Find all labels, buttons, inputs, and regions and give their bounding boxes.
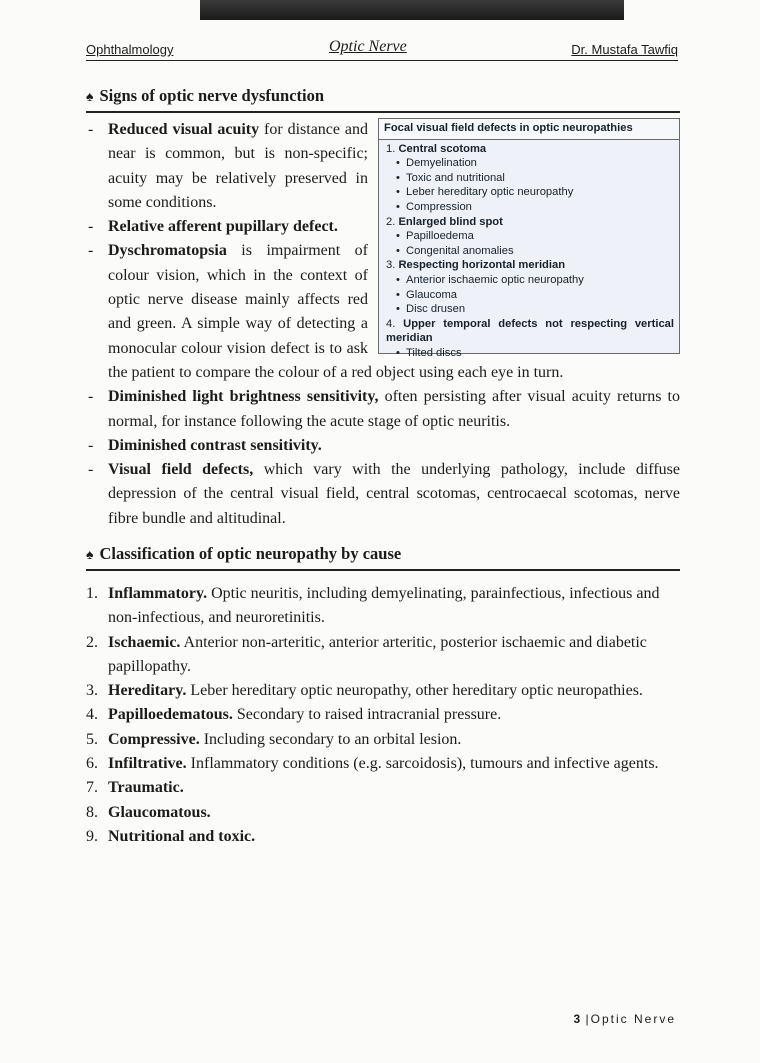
box-item: • Disc drusen — [386, 302, 674, 317]
box-item: • Demyelination — [386, 156, 674, 171]
sign-text: which vary with the underlying pathology, include diffuse depression of the central visual field, central scotomas, centrocaecal scotomas, nerve fibre bundle and altitudinal. — [108, 461, 680, 527]
page-number: 3 — [573, 1012, 581, 1026]
box-group-title: 4. Upper temporal defects not respecting vertical meridian — [386, 317, 675, 345]
box-item: • Anterior ischaemic optic neuropathy — [386, 273, 674, 288]
box-item: • Compression — [386, 200, 674, 215]
sign-term: Diminished light brightness sensitivity, — [108, 388, 379, 406]
list-item: 4. Papilloedematous. Secondary to raised intracranial pressure. — [86, 706, 502, 724]
list-item: 6. Infiltrative. Inflammatory conditions (e.g. sarcoidosis), tumours and infective agents. — [86, 755, 659, 773]
list-item — [86, 239, 680, 385]
list-item — [86, 215, 680, 239]
header-topic: Optic Nerve — [329, 38, 407, 55]
box-group-title: 1. Central scotoma — [386, 142, 487, 155]
sign-term: Diminished contrast sensitivity. — [108, 436, 322, 454]
sign-term: Reduced visual acuity — [108, 121, 260, 138]
box-item: • Papilloedema — [386, 229, 674, 244]
header-author: Dr. Mustafa Tawfiq — [571, 42, 678, 57]
spade-icon: ♠ — [86, 548, 94, 563]
header-subject: Ophthalmology — [86, 42, 174, 57]
list-item — [86, 385, 680, 434]
list-item: 8. Glaucomatous. — [86, 803, 211, 821]
box-group-title: 3. Respecting horizontal meridian — [386, 259, 566, 272]
list-item: 9. Nutritional and toxic. — [86, 827, 256, 845]
sign-term: Dyschromatopsia — [108, 242, 227, 260]
page-footer — [574, 1012, 677, 1026]
signs-list — [86, 118, 680, 531]
list-item: 5. Compressive. Including secondary to an orbital lesion. — [86, 730, 462, 748]
list-item: 3. Hereditary. Leber hereditary optic neuropathy, other hereditary optic neuropathies. — [86, 682, 643, 700]
box-item: • Congenital anomalies — [386, 244, 674, 259]
box-item: • Glaucoma — [386, 288, 674, 303]
section-title-classification — [86, 544, 680, 571]
causes-list — [86, 582, 680, 849]
box-item: • Leber hereditary optic neuropathy — [386, 185, 674, 200]
box-title: - Focal visual field defects in optic neuropathies — [379, 119, 679, 140]
box-group-title: 2. Enlarged blind spot — [386, 215, 503, 228]
sign-text: often persisting after visual acuity returns to normal, for instance following the acute stage of optic neuritis. — [108, 388, 681, 430]
list-item: 7. Traumatic. — [86, 779, 184, 797]
list-item — [86, 458, 680, 531]
sign-text: is impairment of colour vision, which in the context of optic nerve disease mainly affects red and green. A simple way of detecting a monocular colour vision defect is to ask the patient to compare the colour of a red object using each eye in turn. — [108, 242, 564, 381]
box-item: • Toxic and nutritional — [386, 171, 674, 186]
box-item: • Tilted discs — [386, 346, 674, 361]
list-item: 1. Inflammatory. Optic neuritis, including demyelinating, parainfectious, infectious and non-infectious, and neuroretinitis. — [86, 585, 660, 627]
section-title-text: Classification of optic neuropathy by cause — [99, 544, 402, 563]
spade-icon: ♠ — [86, 90, 94, 105]
sign-text: for distance and near is common, but is non-specific; acuity may be relatively preserved in some conditions. — [108, 121, 369, 211]
list-item — [86, 434, 680, 458]
sign-term: Relative afferent pupillary defect. — [108, 218, 338, 236]
page-header — [86, 38, 678, 61]
sign-term: Visual field defects, — [108, 461, 254, 479]
footer-label: |Optic Nerve — [585, 1012, 676, 1026]
section-title-text: Signs of optic nerve dysfunction — [99, 86, 325, 105]
scan-edge-bar — [200, 0, 624, 20]
section-title-signs — [86, 86, 680, 113]
list-item: 2. Ischaemic. Anterior non-arteritic, anterior arteritic, posterior ischaemic and diabetic papillopathy. — [86, 633, 647, 675]
